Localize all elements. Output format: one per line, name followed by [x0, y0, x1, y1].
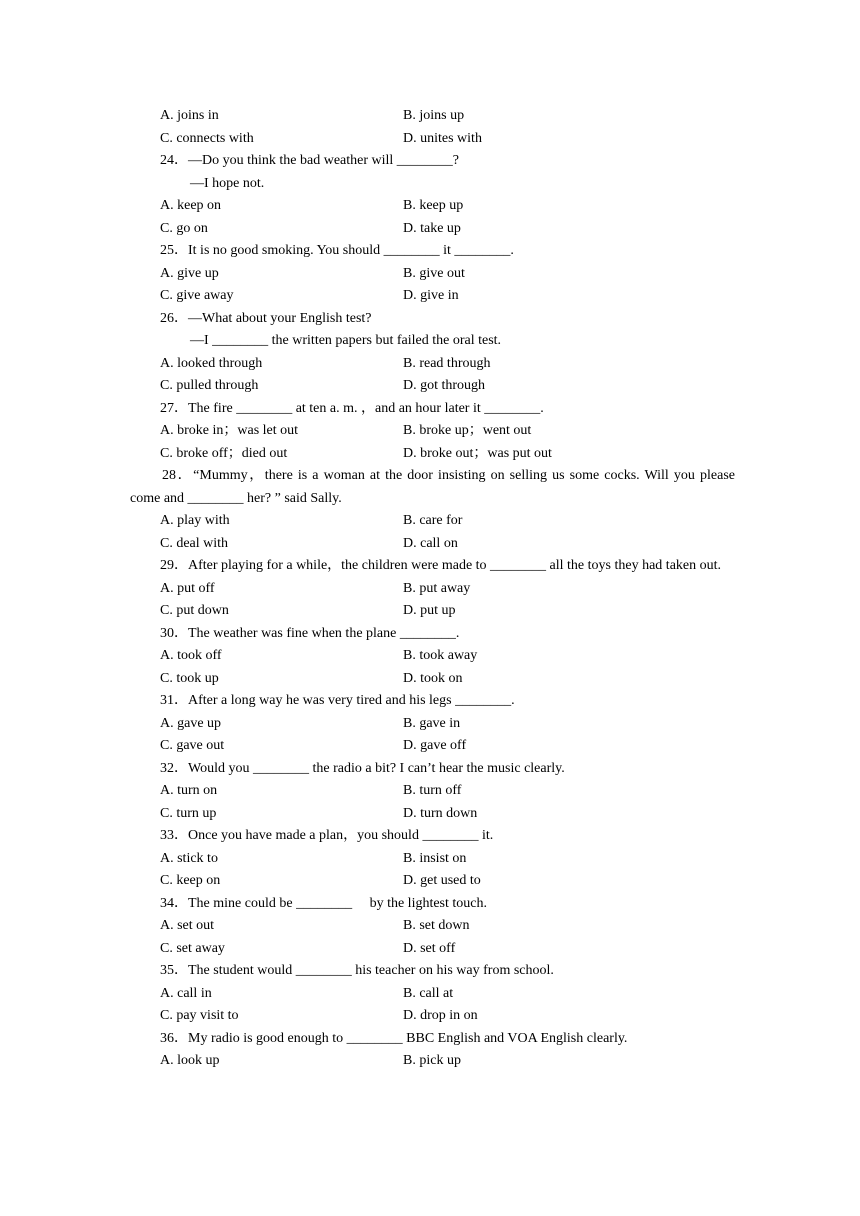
- option-right: D. unites with: [403, 130, 482, 146]
- option-right: B. joins up: [403, 108, 465, 123]
- option-right: B. care for: [403, 513, 463, 528]
- option-left: A. stick to: [160, 850, 218, 866]
- option-row: [130, 780, 735, 803]
- option-row: [130, 375, 735, 398]
- option-right: D. take up: [403, 220, 461, 236]
- option-right: B. read through: [403, 355, 491, 371]
- option-left: C. broke off；died out: [160, 445, 288, 461]
- question-text: 32．Would you ________ the radio a bit? I can’t hear the music clearly.: [160, 760, 565, 776]
- dialogue-line: —I hope not.: [190, 175, 265, 191]
- option-left: A. joins in: [160, 108, 219, 123]
- option-left: A. play with: [160, 513, 230, 528]
- option-row: [130, 533, 735, 556]
- option-row: [130, 1005, 735, 1028]
- option-left: C. pay visit to: [160, 1008, 239, 1023]
- option-row: [130, 983, 735, 1006]
- option-left: C. keep on: [160, 873, 221, 888]
- option-left: C. turn up: [160, 805, 217, 821]
- question-text: 28．“Mummy，there is a woman at the door insisting on selling us some cocks. Will you please come and ________ her? ” said Sally.: [130, 468, 735, 506]
- option-left: A. broke in；was let out: [160, 423, 299, 438]
- option-right: B. pick up: [403, 1053, 461, 1068]
- option-right: D. broke out；was put out: [403, 445, 552, 461]
- option-right: D. turn down: [403, 805, 478, 821]
- option-left: A. looked through: [160, 355, 263, 371]
- question-text: 33．Once you have made a plan，you should ________ it.: [160, 828, 494, 843]
- option-right: B. took away: [403, 648, 478, 663]
- option-left: C. set away: [160, 940, 225, 956]
- question-text: 26．—What about your English test?: [160, 310, 372, 326]
- option-row: [130, 510, 735, 533]
- option-row: [130, 420, 735, 443]
- option-left: C. connects with: [160, 130, 254, 146]
- option-right: B. put away: [403, 580, 471, 596]
- option-row: [130, 285, 735, 308]
- option-row: [130, 938, 735, 961]
- option-left: A. call in: [160, 985, 212, 1001]
- option-row: [130, 735, 735, 758]
- option-right: B. broke up；went out: [403, 423, 532, 438]
- option-right: D. drop in on: [403, 1008, 478, 1023]
- dialogue-line: —I ________ the written papers but failed the oral test.: [190, 333, 502, 348]
- option-left: C. gave out: [160, 738, 225, 753]
- option-row: [130, 803, 735, 826]
- question-text: 29．After playing for a while，the children were made to ________ all the toys they had taken out.: [160, 558, 722, 573]
- option-left: A. gave up: [160, 715, 222, 731]
- exercise-page: [130, 105, 735, 1073]
- question-text: 36．My radio is good enough to ________ BBC English and VOA English clearly.: [160, 1030, 628, 1046]
- question-text: 24．—Do you think the bad weather will ________?: [160, 153, 460, 168]
- option-right: B. keep up: [403, 198, 464, 213]
- option-left: C. took up: [160, 670, 219, 686]
- option-row: [130, 578, 735, 601]
- option-left: A. keep on: [160, 198, 222, 213]
- option-right: D. put up: [403, 603, 456, 618]
- question-text: 30．The weather was fine when the plane ________.: [160, 625, 460, 641]
- option-right: B. gave in: [403, 715, 461, 731]
- option-right: D. give in: [403, 288, 459, 303]
- option-row: [130, 443, 735, 466]
- option-row: [130, 218, 735, 241]
- option-row: [130, 848, 735, 871]
- option-left: C. give away: [160, 288, 234, 303]
- option-row: [130, 353, 735, 376]
- option-right: B. give out: [403, 265, 465, 281]
- option-left: C. go on: [160, 220, 208, 236]
- option-right: B. call at: [403, 985, 454, 1001]
- option-right: D. set off: [403, 940, 456, 956]
- option-left: A. look up: [160, 1053, 220, 1068]
- option-right: D. took on: [403, 670, 463, 686]
- option-row: [130, 668, 735, 691]
- option-right: D. call on: [403, 535, 458, 551]
- option-right: B. set down: [403, 918, 470, 933]
- option-right: B. turn off: [403, 783, 462, 798]
- question-text: 35．The student would ________ his teacher on his way from school.: [160, 963, 554, 978]
- option-left: A. give up: [160, 265, 219, 281]
- option-row: [130, 870, 735, 893]
- option-row: [130, 128, 735, 151]
- question-text: 31．After a long way he was very tired and his legs ________.: [160, 693, 515, 708]
- question-text: 34．The mine could be ________ by the lightest touch.: [160, 895, 488, 911]
- question-text: 25．It is no good smoking. You should ________ it ________.: [160, 243, 514, 258]
- option-left: A. turn on: [160, 783, 218, 798]
- option-right: D. get used to: [403, 873, 481, 888]
- option-right: B. insist on: [403, 850, 467, 866]
- option-left: C. pulled through: [160, 378, 259, 393]
- option-row: [130, 600, 735, 623]
- option-row: [130, 263, 735, 286]
- option-row: [130, 645, 735, 668]
- option-row: [130, 915, 735, 938]
- option-right: D. gave off: [403, 738, 467, 753]
- option-row: [130, 1050, 735, 1073]
- option-left: A. set out: [160, 918, 215, 933]
- option-right: D. got through: [403, 378, 486, 393]
- option-left: A. took off: [160, 648, 222, 663]
- option-left: A. put off: [160, 580, 215, 596]
- option-row: [130, 195, 735, 218]
- option-row: [130, 713, 735, 736]
- question-text: 27．The fire ________ at ten a. m. ，and an hour later it ________.: [160, 400, 544, 416]
- option-left: C. deal with: [160, 535, 229, 551]
- option-left: C. put down: [160, 603, 229, 618]
- option-row: [130, 105, 735, 128]
